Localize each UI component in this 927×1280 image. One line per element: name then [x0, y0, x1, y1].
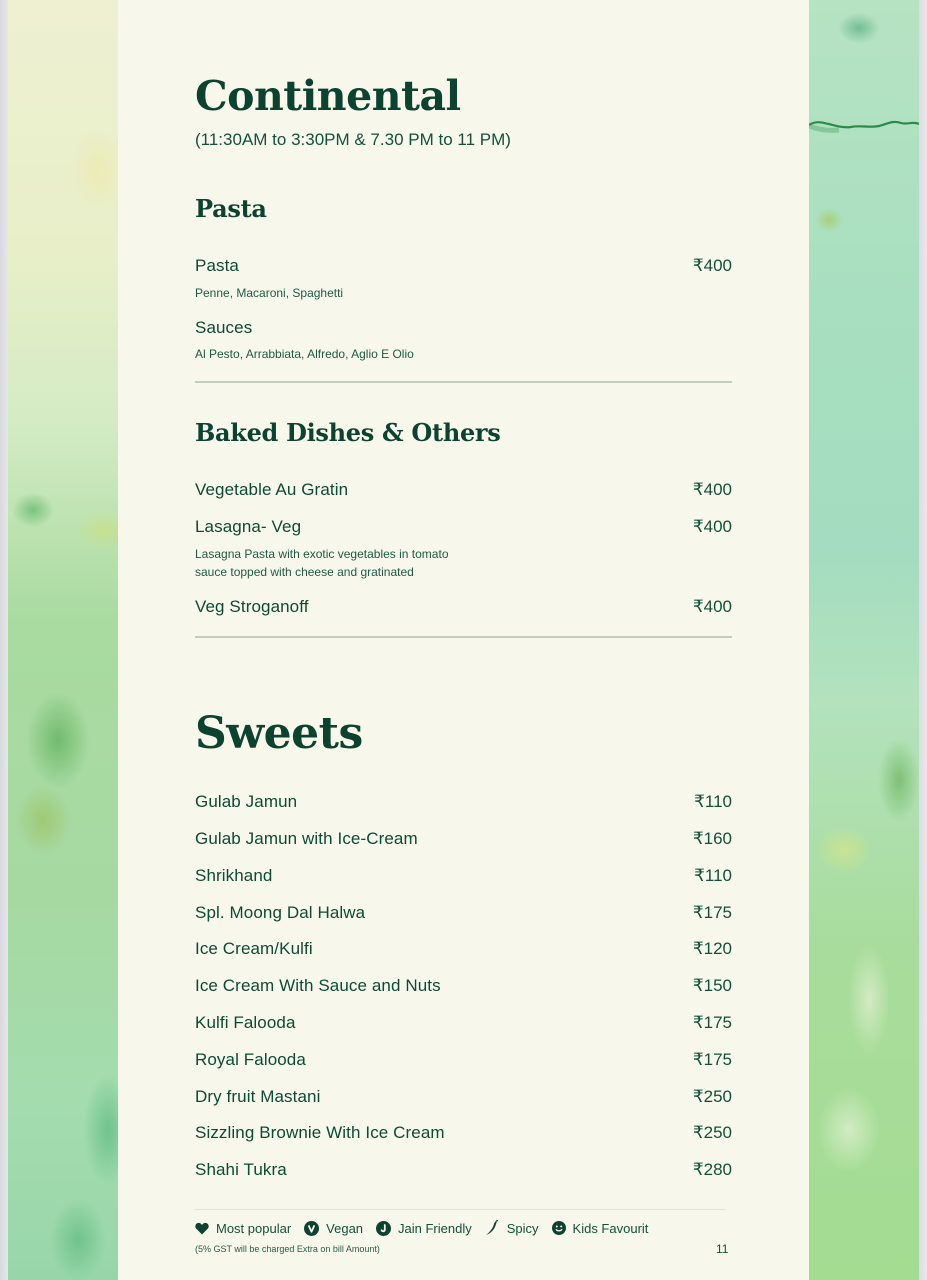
menu-item — [195, 1123, 732, 1143]
section-title-sweets: Sweets — [195, 708, 363, 759]
legend-item-vegan — [304, 1221, 363, 1236]
item-price: ₹280 — [692, 1160, 732, 1179]
item-name: Sauces — [195, 318, 253, 337]
item-name: Shahi Tukra — [195, 1160, 287, 1179]
menu-item — [195, 939, 732, 959]
gst-note: (5% GST will be charged Extra on bill Amount) — [195, 1244, 380, 1254]
menu-item — [195, 318, 732, 338]
item-price: ₹400 — [692, 597, 732, 616]
item-price: ₹250 — [692, 1087, 732, 1106]
menu-item — [195, 597, 732, 617]
legend-item-jain-friendly — [376, 1221, 472, 1236]
menu-item — [195, 792, 732, 812]
menu-item — [195, 976, 732, 996]
menu-item — [195, 517, 732, 537]
legend-label: Spicy — [506, 1220, 539, 1236]
page-edge-right — [919, 0, 927, 1280]
item-name: Sizzling Brownie With Ice Cream — [195, 1123, 445, 1142]
legend-label: Vegan — [326, 1220, 364, 1236]
item-name: Dry fruit Mastani — [195, 1087, 321, 1106]
menu-item — [195, 256, 732, 276]
menu-item — [195, 1160, 732, 1180]
item-price: ₹400 — [692, 480, 732, 499]
item-name: Veg Stroganoff — [195, 597, 309, 616]
item-name: Royal Falooda — [195, 1050, 306, 1069]
item-price: ₹110 — [694, 792, 732, 811]
item-price: ₹175 — [692, 903, 732, 922]
chili-icon — [485, 1220, 500, 1236]
item-name: Ice Cream With Sauce and Nuts — [195, 976, 441, 995]
legend-label: Kids Favourit — [572, 1220, 649, 1236]
section-divider — [195, 381, 732, 383]
legend-label: Jain Friendly — [398, 1220, 472, 1236]
menu-item — [195, 829, 732, 849]
item-name: Shrikhand — [195, 866, 273, 885]
subsection-title-pasta: Pasta — [195, 194, 267, 223]
item-description — [195, 545, 449, 581]
item-name: Gulab Jamun — [195, 792, 298, 811]
item-price: ₹120 — [692, 939, 732, 958]
item-description-line: Lasagna Pasta with exotic vegetables in tomato — [195, 547, 449, 561]
legend-label: Most popular — [216, 1220, 292, 1236]
item-name: Spl. Moong Dal Halwa — [195, 903, 366, 922]
service-hours: (11:30AM to 3:30PM & 7.30 PM to 11 PM) — [195, 130, 511, 149]
smiley-icon — [552, 1221, 566, 1235]
item-name: Gulab Jamun with Ice-Cream — [195, 829, 418, 848]
menu-item — [195, 866, 732, 886]
menu-item — [195, 1087, 732, 1107]
footer-divider — [195, 1209, 725, 1210]
menu-item — [195, 903, 732, 923]
item-price: ₹250 — [692, 1123, 732, 1142]
page-edge-left — [0, 0, 8, 1280]
item-price: ₹150 — [692, 976, 732, 995]
menu-item — [195, 1050, 732, 1070]
item-description: Al Pesto, Arrabbiata, Alfredo, Aglio E Olio — [195, 347, 414, 361]
section-title-continental: Continental — [195, 72, 461, 120]
section-divider — [195, 636, 732, 638]
legend-item-most-popular — [195, 1221, 291, 1236]
heart-icon — [195, 1222, 209, 1235]
menu-item — [195, 1013, 732, 1033]
item-name: Pasta — [195, 256, 239, 275]
dietary-legend — [195, 1220, 661, 1236]
watercolor-tideline — [809, 116, 919, 136]
item-price: ₹110 — [694, 866, 732, 885]
item-price: ₹160 — [692, 829, 732, 848]
menu-item — [195, 480, 732, 500]
legend-item-spicy — [485, 1220, 539, 1236]
item-name: Ice Cream/Kulfi — [195, 939, 313, 958]
vegan-v-icon — [304, 1221, 319, 1236]
subsection-title-baked-dishes: Baked Dishes & Others — [195, 418, 501, 447]
watercolor-border-right — [809, 0, 919, 1280]
item-name: Vegetable Au Gratin — [195, 480, 349, 499]
item-description-line: sauce topped with cheese and gratinated — [195, 565, 414, 579]
item-description: Penne, Macaroni, Spaghetti — [195, 286, 344, 300]
item-name: Kulfi Falooda — [195, 1013, 296, 1032]
item-price: ₹400 — [692, 517, 732, 536]
item-price: ₹400 — [692, 256, 732, 275]
page-number: 11 — [716, 1242, 729, 1256]
legend-item-kids-favourite — [552, 1221, 649, 1236]
item-name: Lasagna- Veg — [195, 517, 302, 536]
jain-j-icon — [376, 1221, 391, 1236]
item-price: ₹175 — [692, 1050, 732, 1069]
watercolor-border-left — [8, 0, 118, 1280]
item-price: ₹175 — [692, 1013, 732, 1032]
